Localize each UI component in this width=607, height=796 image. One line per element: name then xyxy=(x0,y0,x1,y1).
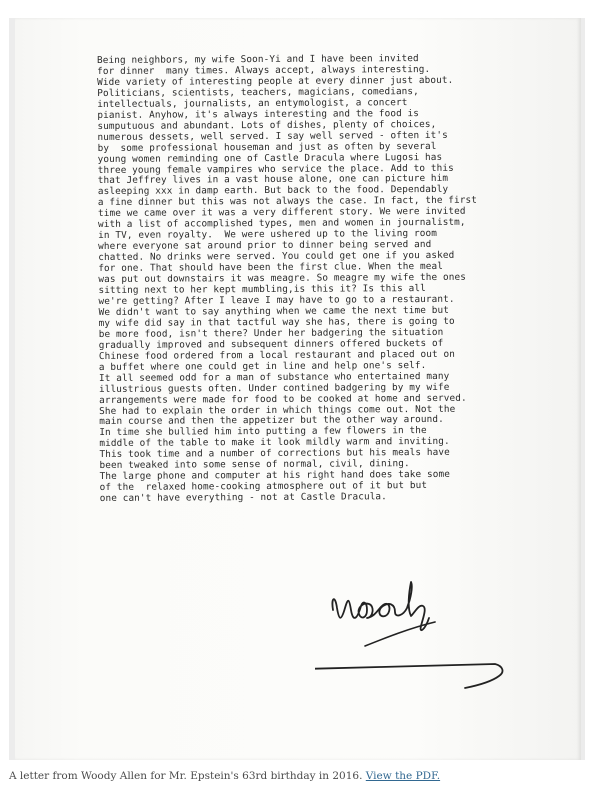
signature-stroke xyxy=(332,582,429,630)
letter-line: We didn't want to say anything when we came the next time but xyxy=(98,304,449,318)
view-pdf-link[interactable]: View the PDF. xyxy=(365,770,441,782)
letter-line: where everyone sat around prior to dinner being served and xyxy=(98,239,432,253)
woody-signature xyxy=(315,568,515,698)
letter-line: be more food, isn't there? Under her badgering the situation xyxy=(98,326,444,340)
signature-underflourish xyxy=(365,622,435,646)
letter-line: pianist. Anyhow, it's always interesting and the food is xyxy=(97,107,420,121)
image-caption xyxy=(9,770,440,782)
letter-line: numerous dessets, well served. I say well served - often it's xyxy=(97,129,448,143)
letter-line: Being neighbors, my wife Soon-Yi and I have been invited xyxy=(96,53,419,66)
letter-line: The large phone and computer at his right hand does take some xyxy=(99,469,451,483)
letter-body-text xyxy=(97,53,572,505)
letter-line: middle of the table to make it look mildly warm and inviting. xyxy=(99,436,450,450)
letter-line: with a list of accomplished types, men and women in journalistm, xyxy=(97,217,466,231)
letter-line: we're getting? After I leave I may have to go to a restaurant. xyxy=(98,293,455,307)
letter-line: of the relaxed home-cooking atmosphere out of it but but xyxy=(99,480,428,494)
letter-line: by some professional houseman and just as often by several xyxy=(97,140,437,154)
letter-line: my wife did say in that tactful way she has, there is going to xyxy=(98,315,455,329)
letter-line: in TV, even royalty. We were ushered up to the living room xyxy=(98,228,438,242)
letter-line: a fine dinner but this was not always the case. In fact, the first xyxy=(97,195,478,209)
letter-line: time we came over it was a very different story. We were invited xyxy=(97,206,466,220)
letter-line: arrangements were made for food to be cooked at home and served. xyxy=(99,392,467,406)
letter-line: a buffet where one could get in line and help one's self. xyxy=(98,359,427,373)
letter-line: been tweaked into some sense of normal, civil, dining. xyxy=(99,458,410,472)
letter-image xyxy=(9,18,585,760)
letter-paper xyxy=(15,18,581,760)
letter-line: one can't have everything - not at Castle Dracula. xyxy=(99,491,387,505)
letter-line: In time she bullied him into putting a few flowers in the xyxy=(99,425,427,439)
letter-line: three young female vampires who service the place. Add to this xyxy=(97,162,454,176)
letter-line: illustrious guests often. Under contined badgering by my wife xyxy=(99,381,450,395)
letter-line: was put out downstairs it was meagre. So meagre my wife the ones xyxy=(98,271,467,286)
letter-line: It all seemed odd for a man of substance who entertained many xyxy=(98,370,450,384)
letter-line: sumputuous and abundant. Lots of dishes, plenty of choices, xyxy=(97,118,437,132)
letter-line: sitting next to her kept mumbling,is this it? Is this all xyxy=(98,283,426,297)
caption-text: A letter from Woody Allen for Mr. Epstein's 63rd birthday in 2016. xyxy=(9,770,366,782)
letter-line: gradually improved and subsequent dinners offered buckets of xyxy=(98,337,444,351)
letter-line: asleeping xxx in damp earth. But back to the food. Dependably xyxy=(97,184,449,198)
letter-line: She had to explain the order in which things come out. Not the xyxy=(99,403,456,417)
letter-line: young women reminding one of Castle Dracula where Lugosi has xyxy=(97,151,443,165)
letter-line: that Jeffrey lives in a vast house alone, one can picture him xyxy=(97,173,449,187)
letter-line: Chinese food ordered from a local restaurant and placed out on xyxy=(98,348,456,362)
letter-line: This took time and a number of corrections but his meals have xyxy=(99,447,450,461)
letter-line: Politicians, scientists, teachers, magicians, comedians, xyxy=(97,85,419,99)
letter-line: intellectuals, journalists, an entymologist, a concert xyxy=(97,96,408,110)
signature-underline xyxy=(315,664,502,688)
letter-line: for one. That should have been the first clue. When the meal xyxy=(98,261,443,275)
letter-line: Wide variety of interesting people at every dinner just about. xyxy=(97,74,454,88)
letter-line: main course and then the appetizer but the other way around. xyxy=(99,414,444,428)
letter-line: for dinner many times. Always accept, always interesting. xyxy=(97,63,431,77)
letter-line: chatted. No drinks were served. You could get one if you asked xyxy=(98,249,455,264)
